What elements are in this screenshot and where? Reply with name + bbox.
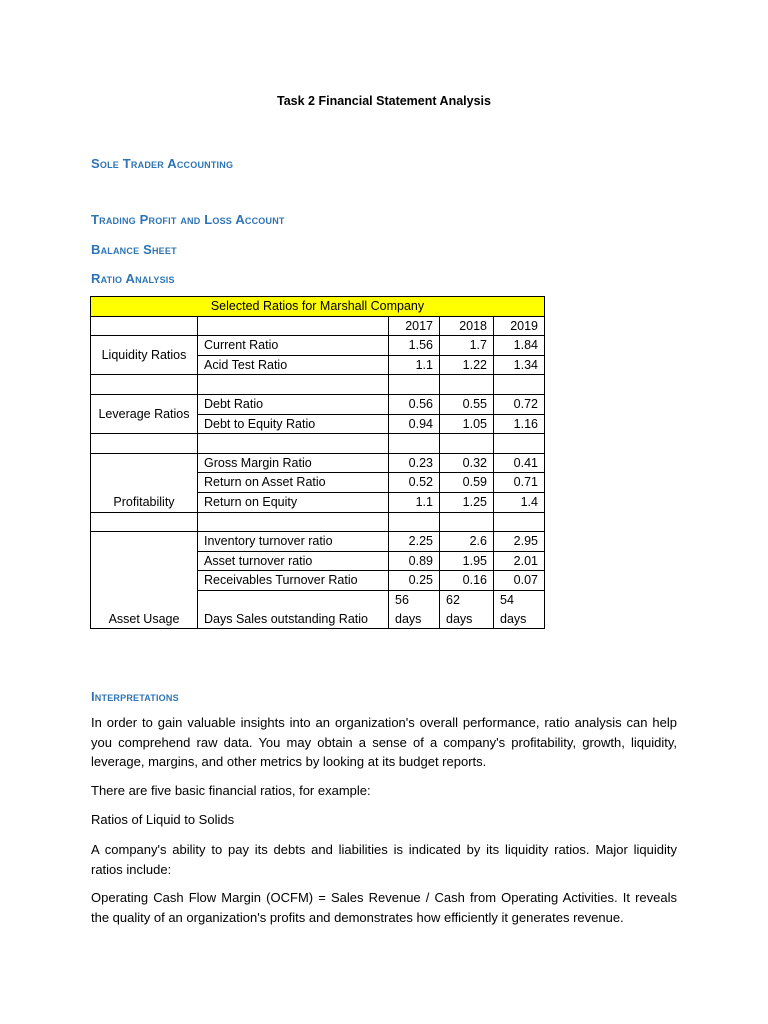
- ratio-value: 2.95: [494, 532, 545, 552]
- ratio-name: Receivables Turnover Ratio: [198, 571, 389, 591]
- ratio-value: 1.16: [494, 414, 545, 434]
- group-label-leverage: Leverage Ratios: [91, 394, 198, 433]
- paragraph: A company's ability to pay its debts and liabilities is indicated by its liquidity ratios. Major liquidity ratios include:: [91, 842, 677, 877]
- table-caption-row: [91, 297, 545, 317]
- ratio-value: 0.89: [389, 551, 440, 571]
- spacer-row: [91, 375, 545, 395]
- spacer-row: [91, 512, 545, 532]
- group-label-profitability: Profitability: [91, 453, 198, 512]
- table-row: [91, 532, 545, 552]
- ratio-name: Acid Test Ratio: [198, 355, 389, 375]
- group-label-liquidity: Liquidity Ratios: [91, 336, 198, 375]
- ratio-name: Return on Equity: [198, 492, 389, 512]
- ratio-value: 1.25: [440, 492, 494, 512]
- year-header: 2018: [440, 316, 494, 336]
- year-header-row: [91, 316, 545, 336]
- ratio-value: 2.6: [440, 532, 494, 552]
- ratio-value: 0.71: [494, 473, 545, 493]
- paragraph: There are five basic financial ratios, for example:: [91, 783, 371, 798]
- ratio-value: 1.1: [389, 492, 440, 512]
- ratio-value: 62 days: [440, 590, 494, 628]
- ratio-value: 0.94: [389, 414, 440, 434]
- ratio-name: Debt Ratio: [198, 394, 389, 414]
- heading-interpretations: Interpretations: [91, 689, 179, 704]
- year-header: 2019: [494, 316, 545, 336]
- year-header: 2017: [389, 316, 440, 336]
- ratio-value: 54 days: [494, 590, 545, 628]
- ratio-value: 0.16: [440, 571, 494, 591]
- ratio-name: Debt to Equity Ratio: [198, 414, 389, 434]
- ratio-value: 1.05: [440, 414, 494, 434]
- ratio-value: 1.4: [494, 492, 545, 512]
- heading-sole-trader: Sole Trader Accounting: [91, 156, 234, 171]
- paragraph: Operating Cash Flow Margin (OCFM) = Sales Revenue / Cash from Operating Activities. It reveals the quality of an organization's profits and demonstrates how efficiently it generates revenue.: [91, 890, 677, 925]
- empty-cell: [91, 316, 198, 336]
- ratio-value: 2.25: [389, 532, 440, 552]
- group-label-asset-usage: Asset Usage: [91, 532, 198, 629]
- heading-ratio-analysis: Ratio Analysis: [91, 271, 175, 286]
- ratio-value: 0.41: [494, 453, 545, 473]
- ratio-value: 0.55: [440, 394, 494, 414]
- ratio-value: 0.52: [389, 473, 440, 493]
- paragraph: Ratios of Liquid to Solids: [91, 812, 235, 827]
- ratio-value: 1.22: [440, 355, 494, 375]
- ratio-value: 1.95: [440, 551, 494, 571]
- ratio-name: Return on Asset Ratio: [198, 473, 389, 493]
- ratio-table: [90, 296, 545, 629]
- spacer-row: [91, 434, 545, 454]
- ratio-value: 0.56: [389, 394, 440, 414]
- heading-balance-sheet: Balance Sheet: [91, 242, 177, 257]
- ratio-value: 1.7: [440, 336, 494, 356]
- page-title: Task 2 Financial Statement Analysis: [277, 94, 491, 108]
- ratio-value: 0.07: [494, 571, 545, 591]
- heading-trading-account: Trading Profit and Loss Account: [91, 212, 285, 227]
- ratio-name: Days Sales outstanding Ratio: [198, 590, 389, 628]
- ratio-name: Inventory turnover ratio: [198, 532, 389, 552]
- table-row: [91, 336, 545, 356]
- ratio-name: Asset turnover ratio: [198, 551, 389, 571]
- ratio-value: 0.25: [389, 571, 440, 591]
- ratio-value: 0.32: [440, 453, 494, 473]
- ratio-value: 0.59: [440, 473, 494, 493]
- ratio-value: 2.01: [494, 551, 545, 571]
- empty-cell: [198, 316, 389, 336]
- table-row: [91, 453, 545, 473]
- ratio-name: Current Ratio: [198, 336, 389, 356]
- ratio-value: 1.56: [389, 336, 440, 356]
- ratio-value: 1.1: [389, 355, 440, 375]
- ratio-value: 56 days: [389, 590, 440, 628]
- paragraph: In order to gain valuable insights into an organization's overall performance, ratio analysis can help you comprehend raw data. You may obtain a sense of a company's profitability, growth, liquidity, leverage, margins, and other metrics by looking at its budget reports.: [91, 715, 677, 769]
- ratio-value: 0.23: [389, 453, 440, 473]
- table-row: [91, 394, 545, 414]
- table-caption: Selected Ratios for Marshall Company: [91, 297, 545, 317]
- ratio-value: 0.72: [494, 394, 545, 414]
- ratio-value: 1.84: [494, 336, 545, 356]
- ratio-value: 1.34: [494, 355, 545, 375]
- ratio-name: Gross Margin Ratio: [198, 453, 389, 473]
